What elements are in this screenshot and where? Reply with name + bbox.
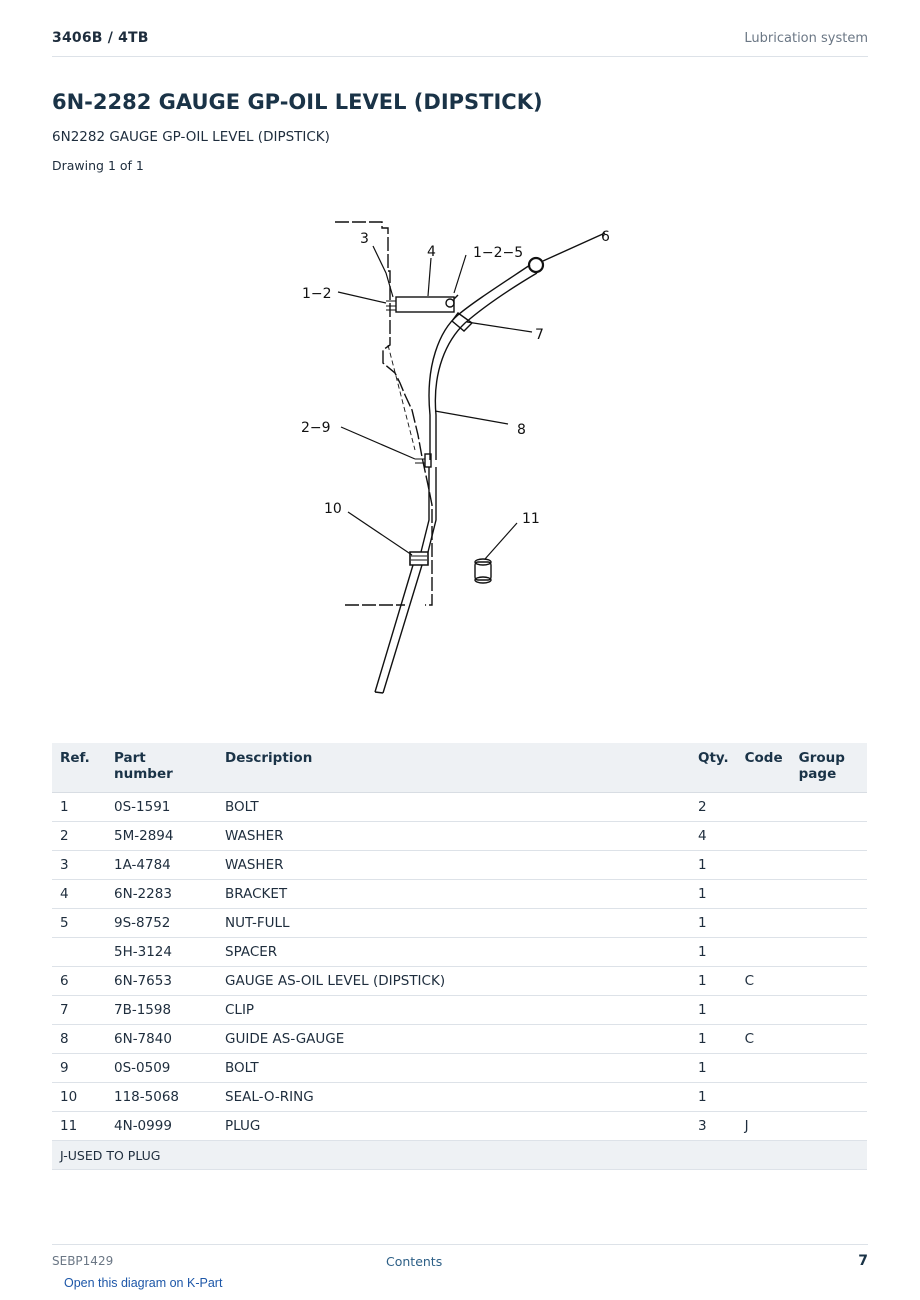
- cell-code: [737, 793, 791, 822]
- drawing-count: Drawing 1 of 1: [52, 158, 144, 173]
- cell-code: [737, 851, 791, 880]
- cell-part-number: 6N-2283: [106, 880, 217, 909]
- cell-ref: 3: [52, 851, 106, 880]
- cell-qty: 1: [690, 880, 737, 909]
- cell-qty: 1: [690, 938, 737, 967]
- cell-group-page: [791, 967, 867, 996]
- table-note: J-USED TO PLUG: [52, 1141, 867, 1170]
- cell-ref: 10: [52, 1083, 106, 1112]
- page-number: 7: [858, 1253, 868, 1269]
- cell-ref: 1: [52, 793, 106, 822]
- page-title: 6N-2282 GAUGE GP-OIL LEVEL (DIPSTICK): [52, 90, 543, 114]
- section-label: Lubrication system: [744, 31, 868, 46]
- cell-qty: 1: [690, 996, 737, 1025]
- table-row: [52, 1025, 867, 1054]
- cell-code: [737, 1083, 791, 1112]
- cell-description: PLUG: [217, 1112, 690, 1141]
- parts-table: [52, 743, 867, 1170]
- cell-description: SEAL-O-RING: [217, 1083, 690, 1112]
- cell-part-number: 6N-7840: [106, 1025, 217, 1054]
- cell-ref: 8: [52, 1025, 106, 1054]
- cell-description: BRACKET: [217, 880, 690, 909]
- callout-2-9: 2−9: [301, 420, 331, 436]
- page-footer: [52, 1244, 868, 1275]
- cell-part-number: 7B-1598: [106, 996, 217, 1025]
- cell-group-page: [791, 1112, 867, 1141]
- table-header-row: [52, 743, 867, 793]
- cell-part-number: 9S-8752: [106, 909, 217, 938]
- cell-code: J: [737, 1112, 791, 1141]
- cell-description: BOLT: [217, 1054, 690, 1083]
- cell-group-page: [791, 822, 867, 851]
- cell-qty: 1: [690, 909, 737, 938]
- cell-qty: 1: [690, 1025, 737, 1054]
- cell-code: [737, 938, 791, 967]
- dipstick-tube-lower: [421, 467, 429, 552]
- cell-group-page: [791, 1083, 867, 1112]
- table-row: [52, 996, 867, 1025]
- cell-qty: 1: [690, 1083, 737, 1112]
- cell-ref: 5: [52, 909, 106, 938]
- plug: [475, 559, 491, 583]
- table-row: [52, 938, 867, 967]
- cell-ref: 4: [52, 880, 106, 909]
- col-group-page: Group page: [791, 743, 867, 793]
- cell-description: BOLT: [217, 793, 690, 822]
- callout-7: 7: [535, 327, 544, 343]
- col-qty: Qty.: [690, 743, 737, 793]
- cell-part-number: 4N-0999: [106, 1112, 217, 1141]
- seal-o-ring: [410, 552, 428, 565]
- callout-3: 3: [360, 231, 369, 247]
- table-row: [52, 909, 867, 938]
- cell-ref: 9: [52, 1054, 106, 1083]
- cell-group-page: [791, 851, 867, 880]
- bracket: [396, 297, 454, 312]
- page-subtitle: 6N2282 GAUGE GP-OIL LEVEL (DIPSTICK): [52, 129, 330, 145]
- cell-description: GAUGE AS-OIL LEVEL (DIPSTICK): [217, 967, 690, 996]
- cell-qty: 1: [690, 851, 737, 880]
- cell-qty: 1: [690, 1054, 737, 1083]
- cell-group-page: [791, 909, 867, 938]
- table-row: [52, 1083, 867, 1112]
- col-ref: Ref.: [52, 743, 106, 793]
- cell-qty: 1: [690, 967, 737, 996]
- cell-part-number: 0S-1591: [106, 793, 217, 822]
- cell-part-number: 1A-4784: [106, 851, 217, 880]
- kpart-link[interactable]: Open this diagram on K-Part: [64, 1276, 223, 1290]
- cell-part-number: 0S-0509: [106, 1054, 217, 1083]
- callout-6: 6: [601, 229, 610, 245]
- callout-11: 11: [522, 511, 540, 527]
- cell-code: C: [737, 967, 791, 996]
- cell-group-page: [791, 1054, 867, 1083]
- cell-part-number: 118-5068: [106, 1083, 217, 1112]
- col-description: Description: [217, 743, 690, 793]
- callout-8: 8: [517, 422, 526, 438]
- parts-diagram: [200, 195, 720, 715]
- cell-group-page: [791, 880, 867, 909]
- col-part-number: Part number: [106, 743, 217, 793]
- cell-part-number: 5M-2894: [106, 822, 217, 851]
- cell-group-page: [791, 938, 867, 967]
- col-code: Code: [737, 743, 791, 793]
- model-label: 3406B / 4TB: [52, 30, 149, 46]
- dipstick-cap: [529, 258, 543, 272]
- table-row: [52, 1054, 867, 1083]
- cell-code: [737, 1054, 791, 1083]
- cell-ref: 6: [52, 967, 106, 996]
- cell-description: CLIP: [217, 996, 690, 1025]
- callout-1-2-5: 1−2−5: [473, 245, 524, 261]
- table-row: [52, 1112, 867, 1141]
- page-header: [52, 28, 868, 57]
- table-row: [52, 880, 867, 909]
- cell-qty: 2: [690, 793, 737, 822]
- cell-code: C: [737, 1025, 791, 1054]
- cell-code: [737, 996, 791, 1025]
- table-row: [52, 822, 867, 851]
- contents-link[interactable]: Contents: [386, 1254, 443, 1269]
- table-row: [52, 793, 867, 822]
- cell-code: [737, 822, 791, 851]
- cell-description: WASHER: [217, 822, 690, 851]
- cell-qty: 4: [690, 822, 737, 851]
- cell-ref: 7: [52, 996, 106, 1025]
- cell-ref: 2: [52, 822, 106, 851]
- callout-10: 10: [324, 501, 342, 517]
- cell-code: [737, 880, 791, 909]
- engine-block-outline: [335, 222, 432, 605]
- cell-ref: 11: [52, 1112, 106, 1141]
- doc-id: SEBP1429: [52, 1254, 114, 1268]
- cell-qty: 3: [690, 1112, 737, 1141]
- callout-1-2: 1−2: [302, 286, 332, 302]
- cell-group-page: [791, 996, 867, 1025]
- cell-group-page: [791, 793, 867, 822]
- cell-part-number: 6N-7653: [106, 967, 217, 996]
- table-note-row: [52, 1141, 867, 1170]
- cell-part-number: 5H-3124: [106, 938, 217, 967]
- dipstick-tube-upper: [429, 265, 530, 460]
- table-row: [52, 851, 867, 880]
- parts-table-body: [52, 793, 867, 1170]
- cell-description: SPACER: [217, 938, 690, 967]
- cell-description: NUT-FULL: [217, 909, 690, 938]
- callout-4: 4: [427, 244, 436, 260]
- cell-code: [737, 909, 791, 938]
- cell-description: GUIDE AS-GAUGE: [217, 1025, 690, 1054]
- cell-description: WASHER: [217, 851, 690, 880]
- cell-ref: [52, 938, 106, 967]
- cell-group-page: [791, 1025, 867, 1054]
- table-row: [52, 967, 867, 996]
